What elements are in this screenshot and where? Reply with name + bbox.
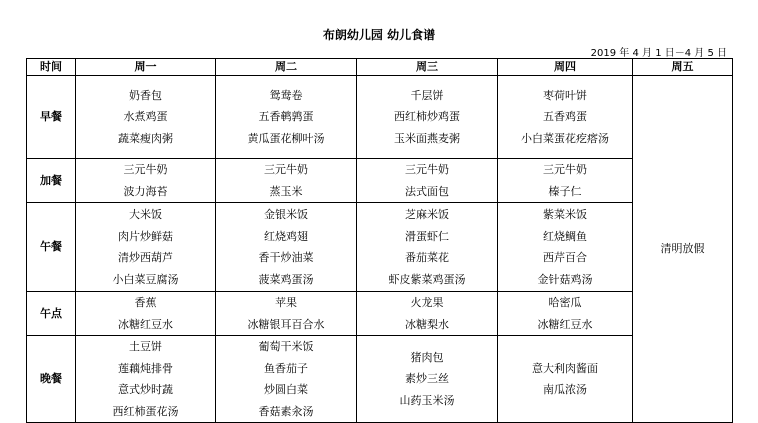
dish: 三元牛奶 [405,163,449,176]
menu-cell [216,336,357,423]
dish: 榛子仁 [548,184,582,198]
dish: 土豆饼 [129,340,162,353]
dish: 意大利肉酱面 [532,361,598,375]
dish: 大米饭 [129,208,162,221]
dish: 素炒三丝 [405,372,449,386]
dish: 小白菜豆腐汤 [112,272,179,286]
dish: 金银米饭 [264,208,308,221]
dish: 莲藕炖排骨 [118,361,173,375]
dish: 香菇素汆汤 [258,404,314,418]
dish: 意式炒时蔬 [118,383,173,396]
dish: 五香鸡蛋 [543,110,587,124]
menu-cell [498,76,633,159]
header-friday: 周五 [633,59,733,76]
dish: 冰糖红豆水 [537,317,593,331]
dish: 五香鹌鹑蛋 [258,110,314,124]
dish: 西红柿蛋花汤 [112,404,179,418]
dish: 波力海苔 [123,184,168,198]
meal-label: 晚餐 [27,336,76,423]
dish: 蔬菜瘦肉粥 [118,131,173,145]
menu-cell [76,76,216,159]
dish: 法式面包 [405,184,449,198]
dish: 香干炒油菜 [258,251,314,264]
dish: 冰糖红豆水 [118,317,173,331]
menu-cell [76,203,216,292]
meal-label: 加餐 [27,159,76,203]
meal-label: 午点 [27,292,76,336]
dish: 紫菜米饭 [543,208,587,221]
meal-label: 午餐 [27,203,76,292]
dish: 玉米面燕麦粥 [394,131,460,145]
menu-cell [76,159,216,203]
dish: 三元牛奶 [264,163,308,176]
dish: 肉片炒鲜菇 [118,229,173,243]
dish: 鱼香茄子 [264,361,308,375]
dish: 西红柿炒鸡蛋 [394,110,460,124]
table-row [27,203,733,292]
header-wednesday: 周三 [357,59,498,76]
dish: 西芹百合 [543,251,587,264]
dish: 香蕉 [134,296,157,309]
menu-cell [357,159,498,203]
menu-cell [498,203,633,292]
menu-table [26,58,733,423]
dish: 火龙果 [410,296,444,309]
page-title: 布朗幼儿园 幼儿食谱 [322,28,436,42]
dish: 炒圆白菜 [264,383,308,396]
dish: 千层饼 [410,88,444,102]
dish: 水煮鸡蛋 [123,110,168,124]
dish: 滑蛋虾仁 [405,229,449,243]
meal-label: 早餐 [27,76,76,159]
menu-cell [357,76,498,159]
dish: 苹果 [275,296,297,309]
menu-cell [357,203,498,292]
menu-cell [76,336,216,423]
dish: 芝麻米饭 [405,208,449,221]
table-row [27,159,733,203]
dish: 红烧鸡翅 [264,229,308,243]
header-time: 时间 [27,59,76,76]
dish: 蒸玉米 [269,184,303,198]
friday-note: 清明放假 [633,76,733,423]
menu-cell [498,159,633,203]
table-row [27,76,733,159]
menu-cell [216,292,357,336]
dish: 小白菜蛋花疙瘩汤 [521,131,609,145]
menu-cell [357,336,498,423]
dish: 冰糖梨水 [405,317,449,331]
menu-cell [498,292,633,336]
menu-cell [357,292,498,336]
header-thursday: 周四 [498,59,633,76]
menu-cell [216,159,357,203]
dish: 山药玉米汤 [399,393,455,407]
dish: 番茄菜花 [405,251,449,264]
dish: 三元牛奶 [543,163,587,176]
dish: 奶香包 [129,88,162,102]
dish: 黄瓜蛋花柳叶汤 [247,131,325,145]
menu-cell [216,203,357,292]
header-row [27,59,733,76]
dish: 哈密瓜 [548,296,582,309]
dish: 菠菜鸡蛋汤 [258,272,314,286]
menu-cell [498,336,633,423]
table-row [27,292,733,336]
dish: 猪肉包 [410,350,444,364]
dish: 枣荷叶饼 [543,88,587,102]
dish: 冰糖银耳百合水 [247,317,325,331]
dish: 南瓜浓汤 [543,383,587,396]
menu-cell [216,76,357,159]
header-monday: 周一 [76,59,216,76]
dish: 金针菇鸡汤 [537,272,593,286]
date-range: 2019 年 4 月 1 日－4 月 5 日 [590,48,727,59]
menu-cell [76,292,216,336]
dish: 清炒西葫芦 [118,251,173,264]
dish: 葡萄干米饭 [258,340,314,353]
dish: 虾皮紫菜鸡蛋汤 [388,272,466,286]
dish: 鸳鸯卷 [269,88,303,102]
table-row [27,336,733,423]
dish: 三元牛奶 [123,163,168,176]
header-tuesday: 周二 [216,59,357,76]
dish: 红烧鲷鱼 [543,229,587,243]
